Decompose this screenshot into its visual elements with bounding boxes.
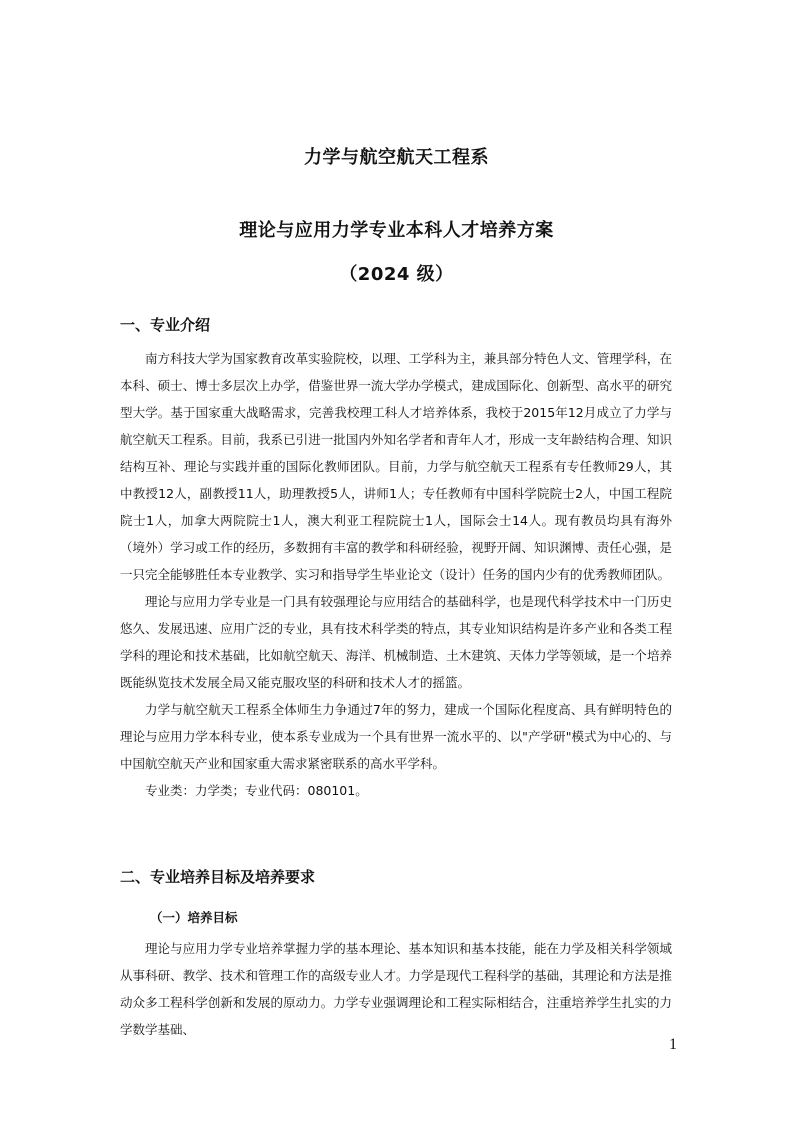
year-label: （2024 级） xyxy=(339,264,454,285)
page-number: 1 xyxy=(669,1036,677,1053)
paragraph: 理论与应用力学专业培养掌握力学的基本理论、基本知识和基本技能，能在力学及相关科学领域从事科研、教学、技术和管理工作的高级专业人才。力学是现代工程科学的基础，其理论和方法是推动众多工程科学创新和发展的原动力。力学专业强调理论和工程实际相结合，注重培养学生扎实的力学数学基础、 xyxy=(120,941,672,1037)
paragraph: 力学与航空航天工程系全体师生力争通过7年的努力，建成一个国际化程度高、具有鲜明特色的理论与应用力学本科专业，使本系专业成为一个具有世界一流水平的、以"产学研"模式为中心的、与中国航空航天产业和国家重大需求紧密联系的高水平学科。 xyxy=(120,702,672,771)
paragraph: 专业类：力学类；专业代码：080101。 xyxy=(145,783,368,798)
section-body-intro xyxy=(120,345,672,804)
paragraph: 理论与应用力学专业是一门具有较强理论与应用结合的基础科学，也是现代科学技术中一门历史悠久、发展迅速、应用广泛的专业，具有技术科学类的特点，其专业知识结构是许多产业和各类工程学科的理论和技术基础，比如航空航天、海洋、机械制造、土木建筑、天体力学等领域，是一个培养既能纵览技术发展全局又能克服攻坚的科研和技术人才的摇篮。 xyxy=(120,594,672,690)
section-heading-goals: 二、专业培养目标及培养要求 xyxy=(120,868,316,886)
section-body-goals xyxy=(120,935,672,1043)
subsection-heading-goals: （一）培养目标 xyxy=(150,910,238,925)
department-title: 力学与航空航天工程系 xyxy=(304,147,489,168)
section-heading-intro: 一、专业介绍 xyxy=(120,316,211,334)
plan-title: 理论与应用力学专业本科人才培养方案 xyxy=(239,220,554,241)
paragraph: 南方科技大学为国家教育改革实验院校，以理、工学科为主，兼具部分特色人文、管理学科，在本科、硕士、博士多层次上办学，借鉴世界一流大学办学模式，建成国际化、创新型、高水平的研究型大学。基于国家重大战略需求，完善我校理工科人才培养体系，我校于2015年12月成立了力学与航空航天工程系。目前，我系已引进一批国内外知名学者和青年人才，形成一支年龄结构合理、知识结构互补、理论与实践并重的国际化教师团队。目前，力学与航空航天工程系有专任教师29人，其中教授12人，副教授11人，助理教授5人，讲师1人；专任教师有中国科学院院士2人，中国工程院院士1人，加拿大两院院士1人，澳大利亚工程院院士1人，国际会士14人。现有教员均具有海外（境外）学习或工作的经历，多数拥有丰富的教学和科研经验，视野开阔、知识渊博、责任心强，是一只完全能够胜任本专业教学、实习和指导学生毕业论文（设计）任务的国内少有的优秀教师团队。 xyxy=(120,351,672,582)
